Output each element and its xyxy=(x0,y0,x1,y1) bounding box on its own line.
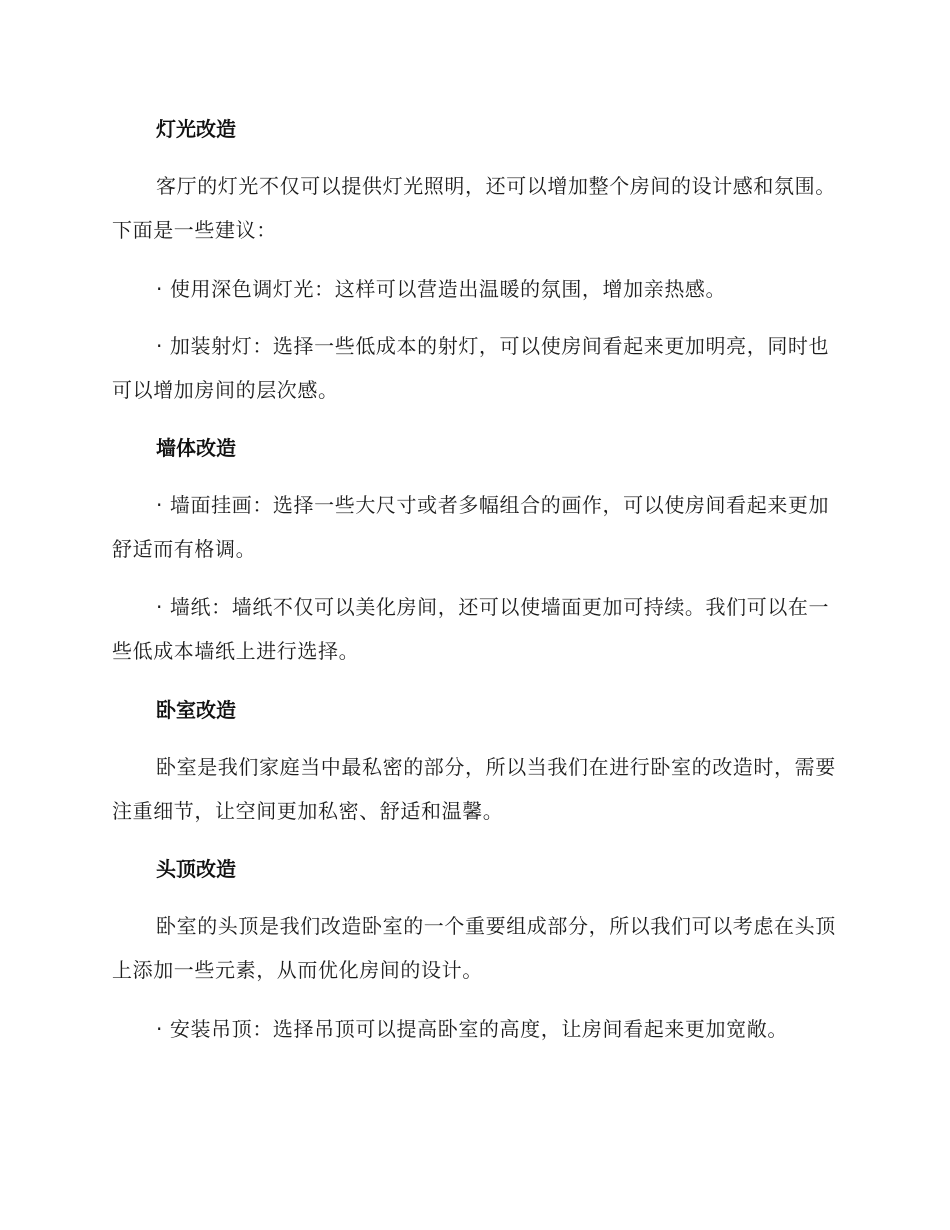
bullet-wallpaper: · 墙纸：墙纸不仅可以美化房间，还可以使墙面更加可持续。我们可以在一些低成本墙纸上进行选择。 xyxy=(112,595,830,663)
section-heading-wall: 墙体改造 xyxy=(156,436,236,460)
section-heading-ceiling: 头顶改造 xyxy=(156,857,236,881)
paragraph-ceiling-intro: 卧室的头顶是我们改造卧室的一个重要组成部分，所以我们可以考虑在头顶上添加一些元素，从而优化房间的设计。 xyxy=(112,914,836,982)
bullet-ceiling-suspended: · 安装吊顶：选择吊顶可以提高卧室的高度，让房间看起来更加宽敞。 xyxy=(156,1017,788,1041)
bullet-wall-painting: · 墙面挂画：选择一些大尺寸或者多幅组合的画作，可以使房间看起来更加舒适而有格调。 xyxy=(112,493,830,561)
bullet-lighting-spotlight: · 加装射灯：选择一些低成本的射灯，可以使房间看起来更加明亮，同时也可以增加房间的层次感。 xyxy=(112,334,830,402)
paragraph-lighting-intro: 客厅的灯光不仅可以提供灯光照明，还可以增加整个房间的设计感和氛围。下面是一些建议： xyxy=(112,174,836,242)
section-heading-bedroom: 卧室改造 xyxy=(156,698,236,722)
bullet-lighting-dark-tone: · 使用深色调灯光：这样可以营造出温暖的氛围，增加亲热感。 xyxy=(156,277,727,301)
paragraph-bedroom-intro: 卧室是我们家庭当中最私密的部分，所以当我们在进行卧室的改造时，需要注重细节，让空间更加私密、舒适和温馨。 xyxy=(112,755,836,823)
section-heading-lighting: 灯光改造 xyxy=(156,117,236,141)
